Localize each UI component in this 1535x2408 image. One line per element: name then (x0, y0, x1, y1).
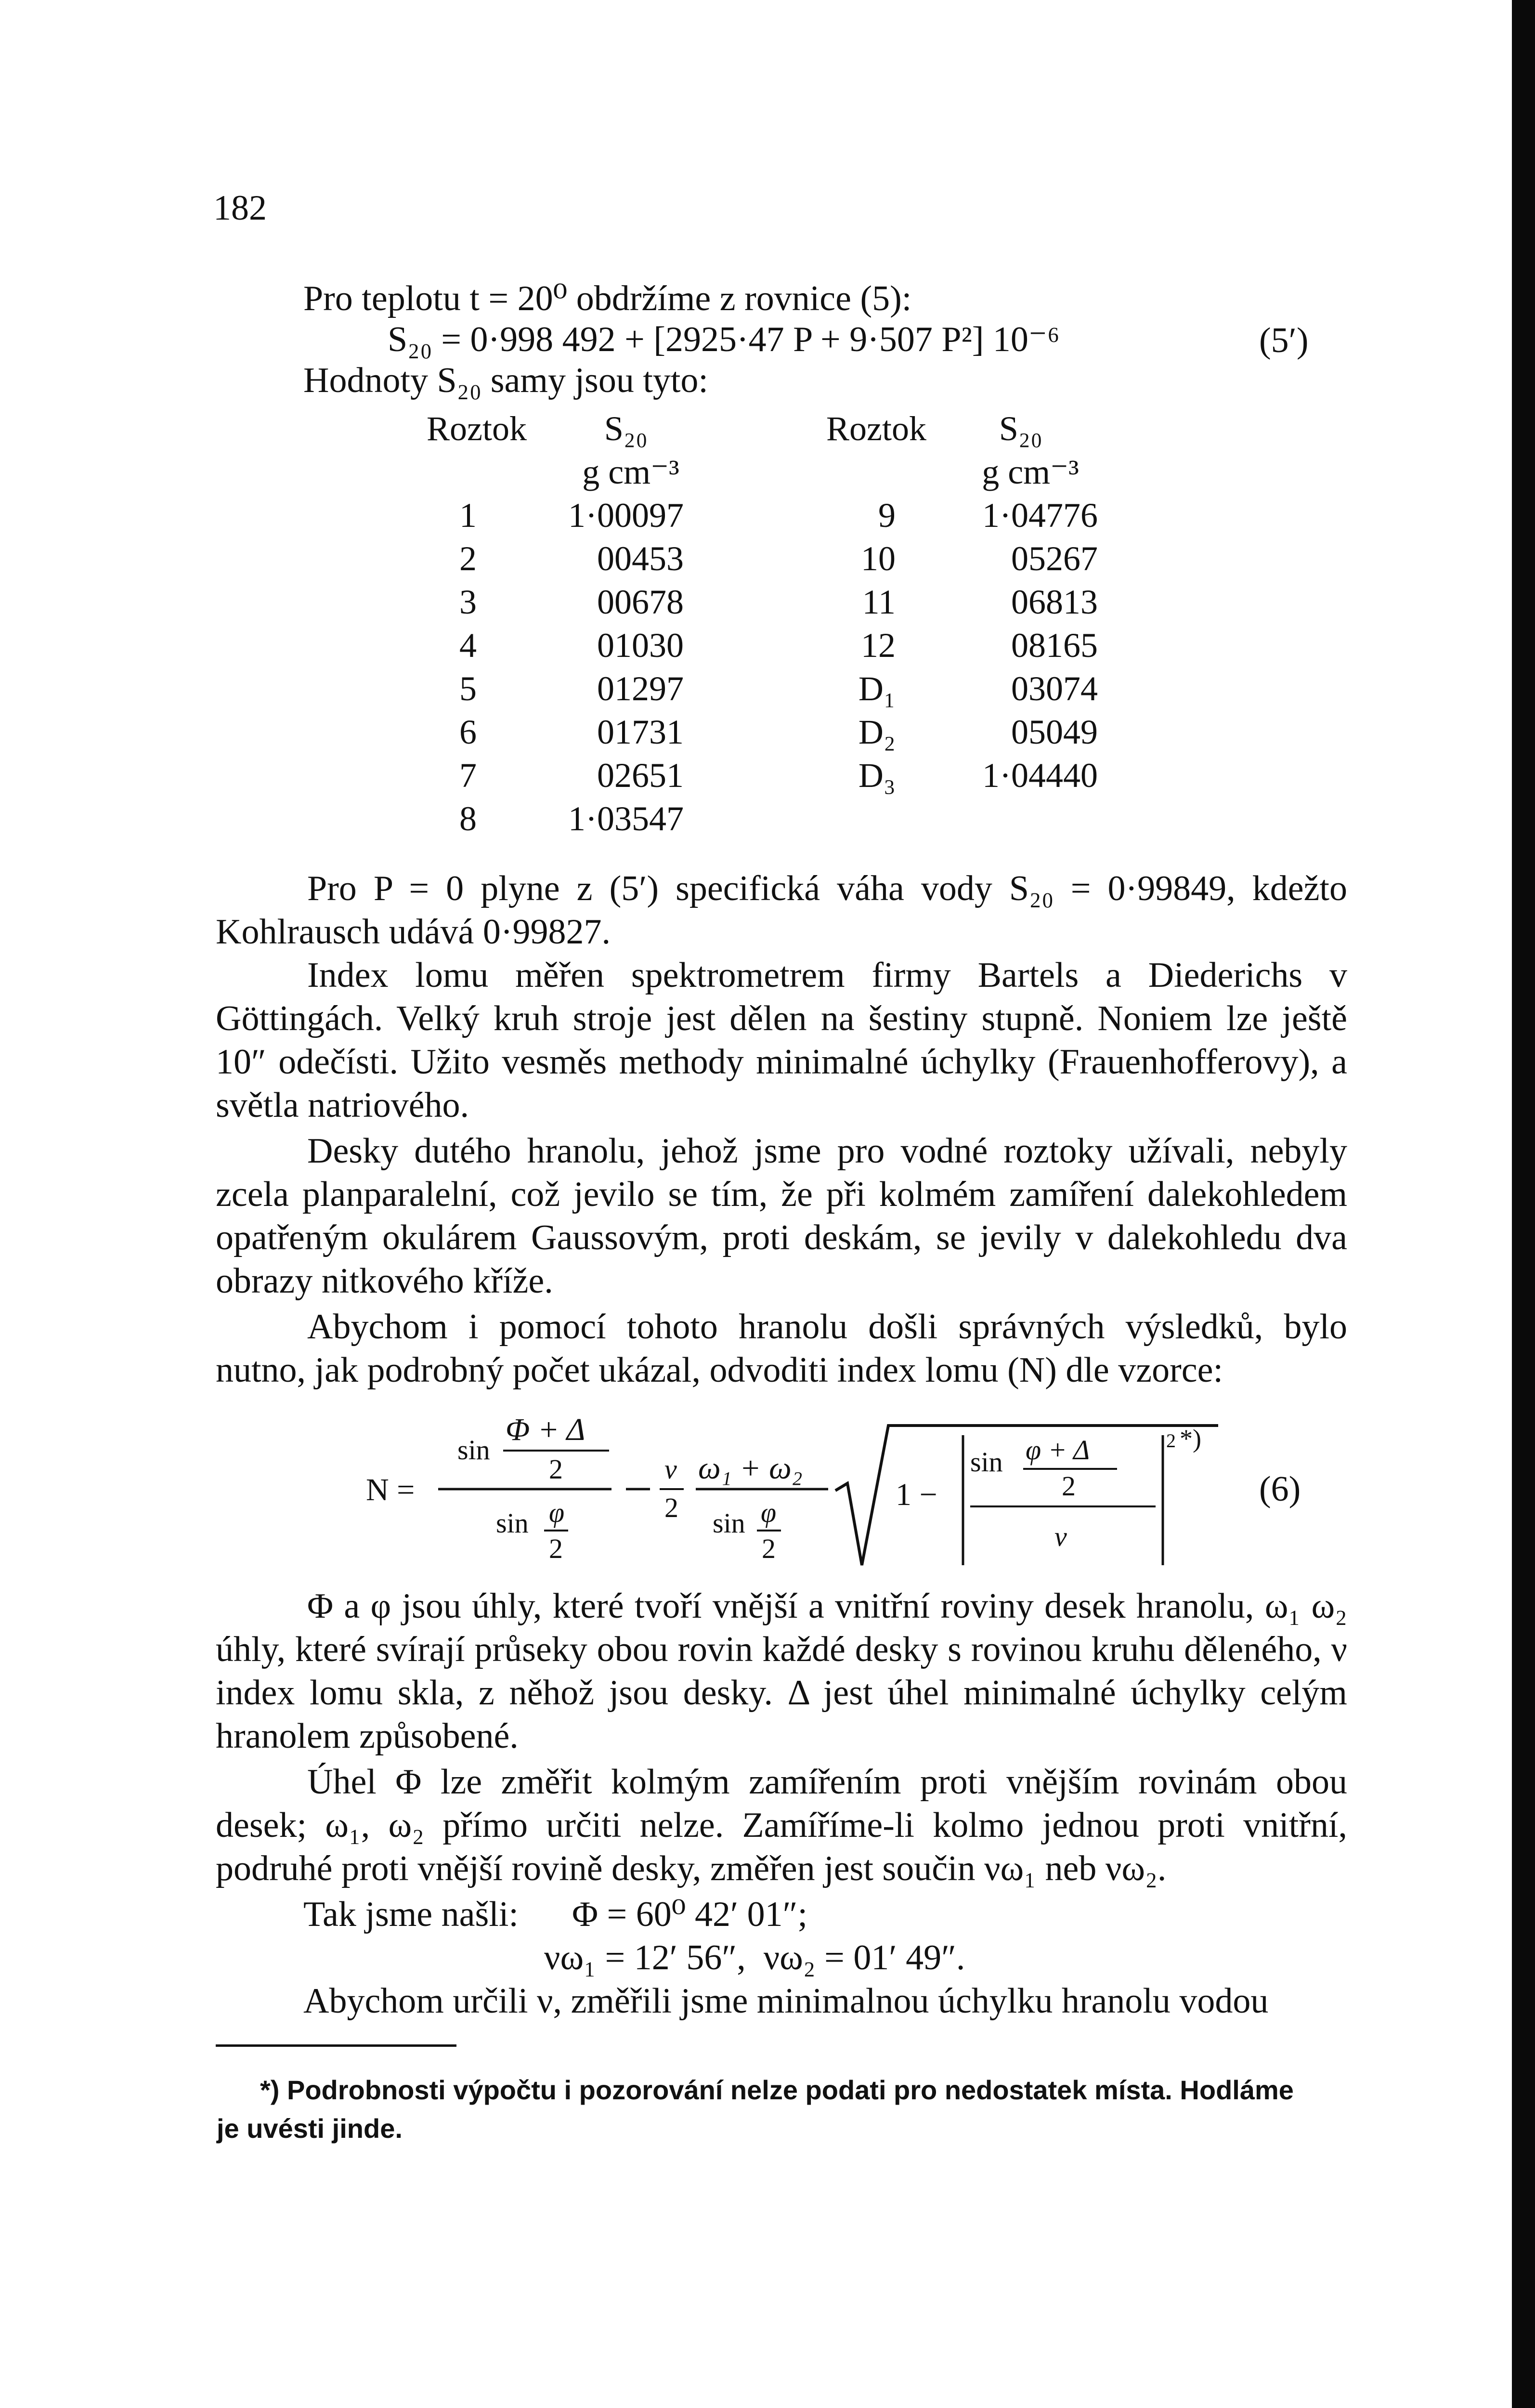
table-cell: 3 (459, 583, 477, 621)
table-cell: 11 (862, 583, 896, 621)
formula-two: 2 (549, 1533, 563, 1564)
table-header: S₂₀ (999, 409, 1043, 448)
formula-phi: φ (761, 1497, 777, 1528)
formula-two: 2 (549, 1453, 563, 1485)
table-cell: 1·03547 (568, 799, 684, 838)
formula-6 (366, 1406, 1329, 1580)
table-cell: 05049 (1011, 713, 1098, 751)
paragraph-refractive-index: Index lomu měřen spektrometrem firmy Bartels a Diederichs v Göttingách. Velký kruh stroje jest dělen na šestiny stupně. Noniem lze ještě 10″ odečísti. Užito vesměs methody minimalné úchylky (Frauenhofferovy), a světla natriového. (216, 955, 1347, 1125)
formula-sin: sin (970, 1446, 1003, 1478)
paragraph-angle-measure: Úhel Φ lze změřit kolmým zamířením proti vnějším rovinám obou desek; ω₁, ω₂ přímo určiti nelze. Zamíříme-li kolmo jednou proti vnitřní, podruhé proti vnější rovině desky, změřen jest součin νω₁ neb νω₂. (216, 1762, 1347, 1888)
table-unit: g cm⁻³ (582, 453, 679, 491)
formula-inner: φ + Δ (1026, 1434, 1090, 1466)
footnote-line-2: je uvésti jinde. (217, 2113, 403, 2144)
table-cell: 1·00097 (568, 496, 684, 535)
table-header: Roztok (826, 409, 926, 448)
table-cell: 8 (459, 799, 477, 838)
equation-6-label: (6) (1259, 1469, 1301, 1509)
formula-two: 2 (664, 1492, 678, 1523)
formula-one-minus: 1 − (896, 1477, 937, 1512)
formula-6-graphic (366, 1406, 1329, 1580)
table-cell: D₃ (858, 756, 896, 795)
table-cell: 01731 (597, 713, 684, 751)
intro-line: Pro teplotu t = 20⁰ obdržíme z rovnice (5): (303, 279, 912, 318)
footnote (217, 2071, 1343, 2148)
page-number: 182 (213, 188, 267, 228)
footnote-mark: *) (1180, 1424, 1201, 1453)
formula-square: 2 (1166, 1430, 1176, 1452)
table-cell: 05267 (1011, 539, 1098, 578)
table-cell: 5 (459, 669, 477, 708)
table-cell: 1 (459, 496, 477, 535)
footnote-rule (216, 2044, 456, 2047)
equation-5prime-label: (5′) (1259, 321, 1309, 360)
nu-omega-line: νω₁ = 12′ 56″, νω₂ = 01′ 49″. (544, 1938, 965, 1977)
table-cell: 2 (459, 539, 477, 578)
formula-num1: Φ + Δ (506, 1412, 585, 1447)
table-cell: 10 (861, 539, 896, 578)
table-cell: 6 (459, 713, 477, 751)
table-cell: 08165 (1011, 626, 1098, 665)
equation-5prime: S₂₀ = 0·998 492 + [2925·47 P + 9·507 P²] 10⁻⁶ (388, 320, 1060, 359)
formula-two: 2 (762, 1533, 776, 1564)
paragraph-water-density: Pro P = 0 plyne z (5′) specifická váha vody S₂₀ = 0·99849, kdežto Kohlrausch udává 0·99827. (216, 869, 1347, 952)
formula-nu: ν (1054, 1521, 1067, 1552)
formula-nu: ν (664, 1453, 677, 1485)
table-cell: D₁ (858, 669, 896, 708)
table-cell: D₂ (858, 713, 896, 751)
paragraph-formula-intro: Abychom i pomocí tohoto hranolu došli správných výsledků, bylo nutno, jak podrobný počet ukázal, odvoditi index lomu (N) dle vzorce: (216, 1307, 1347, 1390)
found-values-line: Tak jsme našli: Φ = 60⁰ 42′ 01″; (303, 1895, 808, 1934)
table-header: Roztok (427, 409, 527, 448)
table-cell: 06813 (1011, 583, 1098, 621)
formula-sin: sin (496, 1507, 529, 1539)
formula-phi: φ (549, 1497, 565, 1528)
table-unit: g cm⁻³ (982, 453, 1079, 491)
last-line: Abychom určili ν, změřili jsme minimalnou úchylku hranolu vodou (303, 1981, 1269, 2021)
scan-border (1512, 0, 1535, 2408)
table-header: S₂₀ (604, 409, 648, 448)
formula-two: 2 (1062, 1470, 1076, 1502)
table-cell: 03074 (1011, 669, 1098, 708)
table-cell: 4 (459, 626, 477, 665)
table-cell: 01030 (597, 626, 684, 665)
table-cell: 01297 (597, 669, 684, 708)
table-cell: 00678 (597, 583, 684, 621)
formula-sin: sin (457, 1434, 490, 1466)
table-cell: 1·04440 (982, 756, 1098, 795)
formula-omegas: ω₁ + ω₂ (698, 1451, 803, 1486)
table-cell: 02651 (597, 756, 684, 795)
formula-lhs: N = (366, 1472, 415, 1507)
paragraph-prism-plates: Desky dutého hranolu, jehož jsme pro vodné roztoky užívali, nebyly zcela planparalelní, což jevilo se tím, že při kolmém zamíření dalekohledem opatřeným okulárem Gaussovým, proti deskám, se jevily v dalekohledu dva obrazy nitkového kříže. (216, 1131, 1347, 1301)
paragraph-angles: Φ a φ jsou úhly, které tvoří vnější a vnitřní roviny desek hranolu, ω₁ ω₂ úhly, které svírají průseky obou rovin každé desky s rovinou kruhu děleného, ν index lomu skla, z něhož jsou desky. Δ jest úhel minimalné úchylky celým hranolem způsobené. (216, 1586, 1347, 1756)
table-cell: 7 (459, 756, 477, 795)
footnote-line-1: *) Podrobnosti výpočtu i pozorování nelze podati pro nedostatek místa. Hodláme (260, 2075, 1294, 2105)
table-cell: 12 (861, 626, 896, 665)
formula-sin: sin (713, 1507, 745, 1539)
table-cell: 00453 (597, 539, 684, 578)
table-cell: 9 (878, 496, 896, 535)
values-intro: Hodnoty S₂₀ samy jsou tyto: (303, 361, 708, 400)
table-cell: 1·04776 (982, 496, 1098, 535)
